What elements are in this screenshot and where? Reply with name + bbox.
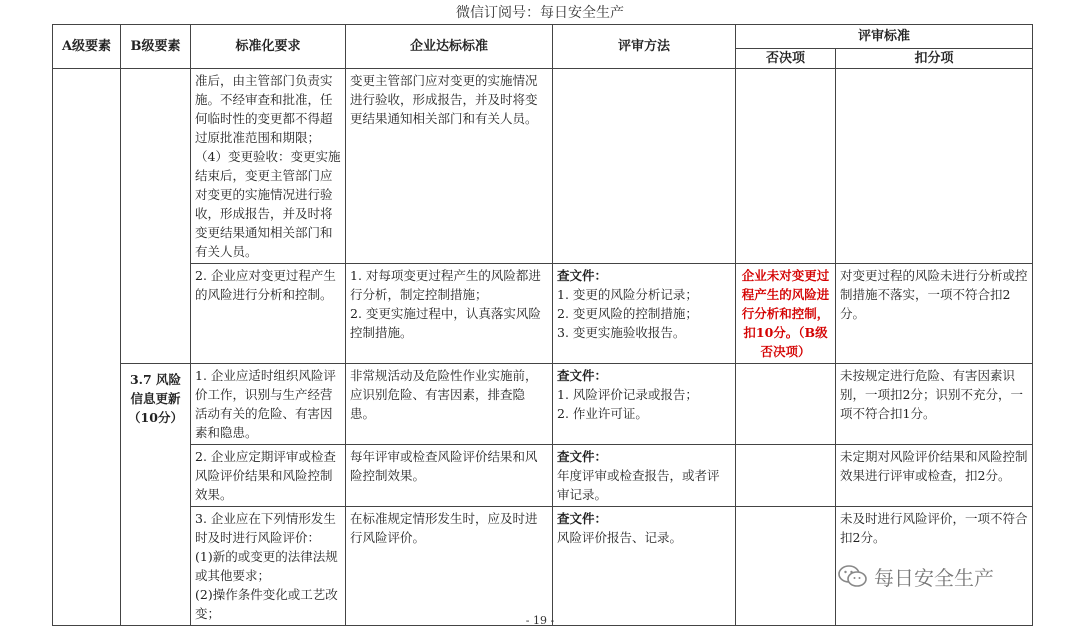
b-level-cell: 3.7 风险信息更新（10分）: [121, 364, 191, 626]
veto-cell: 企业未对变更过程产生的风险进行分析和控制，扣10分。（B级否决项）: [736, 264, 836, 364]
col-header-review-criteria: 评审标准: [736, 25, 1033, 49]
col-header-standard-requirement: 标准化要求: [191, 25, 346, 69]
col-header-veto: 否决项: [736, 49, 836, 69]
method-cell: 查文件： 年度评审或检查报告，或者评审记录。: [553, 445, 736, 507]
col-header-a-level: A级要素: [53, 25, 121, 69]
standard-cell: 1. 对每项变更过程产生的风险都进行分析，制定控制措施； 2. 变更实施过程中，认真落实风险控制措施。: [346, 264, 553, 364]
requirement-cell: 1. 企业应适时组织风险评价工作，识别与生产经营活动有关的危险、有害因素和隐患。: [191, 364, 346, 445]
requirement-cell: 2. 企业应定期评审或检查风险评价结果和风险控制效果。: [191, 445, 346, 507]
col-header-review-method: 评审方法: [553, 25, 736, 69]
deduction-cell: 未按规定进行危险、有害因素识别，一项扣2分；识别不充分，一项不符合扣1分。: [836, 364, 1033, 445]
standard-cell: 在标准规定情形发生时，应及时进行风险评价。: [346, 507, 553, 626]
method-cell: 查文件： 风险评价报告、记录。: [553, 507, 736, 626]
standard-cell: 变更主管部门应对变更的实施情况进行验收，形成报告，并及时将变更结果通知相关部门和有关人员。: [346, 69, 553, 264]
col-header-deduction: 扣分项: [836, 49, 1033, 69]
page-number: - 19 -: [525, 614, 555, 627]
deduction-cell: 未定期对风险评价结果和风险控制效果进行评审或检查，扣2分。: [836, 445, 1033, 507]
requirement-cell: 准后，由主管部门负责实施。不经审查和批准，任何临时性的变更都不得超过原批准范围和期限； （4）变更验收：变更实施结束后，变更主管部门应对变更的实施情况进行验收，形成报告，并及时将变更结果通知相关部门和有关人员。: [191, 69, 346, 264]
standard-cell: 非常规活动及危险性作业实施前，应识别危险、有害因素，排查隐患。: [346, 364, 553, 445]
method-cell: 查文件： 1. 变更的风险分析记录； 2. 变更风险的控制措施； 3. 变更实施验收报告。: [553, 264, 736, 364]
table-row: [53, 69, 1033, 264]
method-cell: 查文件： 1. 风险评价记录或报告； 2. 作业许可证。: [553, 364, 736, 445]
table-row: [53, 445, 1033, 507]
review-table: [52, 24, 1033, 626]
veto-cell: [736, 445, 836, 507]
col-header-enterprise-standard: 企业达标标准: [346, 25, 553, 69]
wechat-icon: [838, 564, 868, 590]
veto-cell: [736, 507, 836, 626]
deduction-cell: 对变更过程的风险未进行分析或控制措施不落实，一项不符合扣2分。: [836, 264, 1033, 364]
b-level-cell: [121, 69, 191, 364]
watermark: [838, 562, 994, 591]
requirement-cell: 2. 企业应对变更过程产生的风险进行分析和控制。: [191, 264, 346, 364]
deduction-cell: [836, 69, 1033, 264]
table-row: [53, 264, 1033, 364]
page-header: 微信订阅号：每日安全生产: [456, 5, 624, 21]
col-header-b-level: B级要素: [121, 25, 191, 69]
veto-cell: [736, 364, 836, 445]
standard-cell: 每年评审或检查风险评价结果和风险控制效果。: [346, 445, 553, 507]
requirement-cell: 3. 企业应在下列情形发生时及时进行风险评价： (1)新的或变更的法律法规或其他要求； (2)操作条件变化或工艺改变；: [191, 507, 346, 626]
veto-cell: [736, 69, 836, 264]
watermark-text: 每日安全生产: [874, 566, 994, 590]
a-level-cell: [53, 69, 121, 626]
table-row: [53, 364, 1033, 445]
deduction-cell: 未及时进行风险评价，一项不符合扣2分。: [836, 507, 1033, 626]
method-cell: [553, 69, 736, 264]
